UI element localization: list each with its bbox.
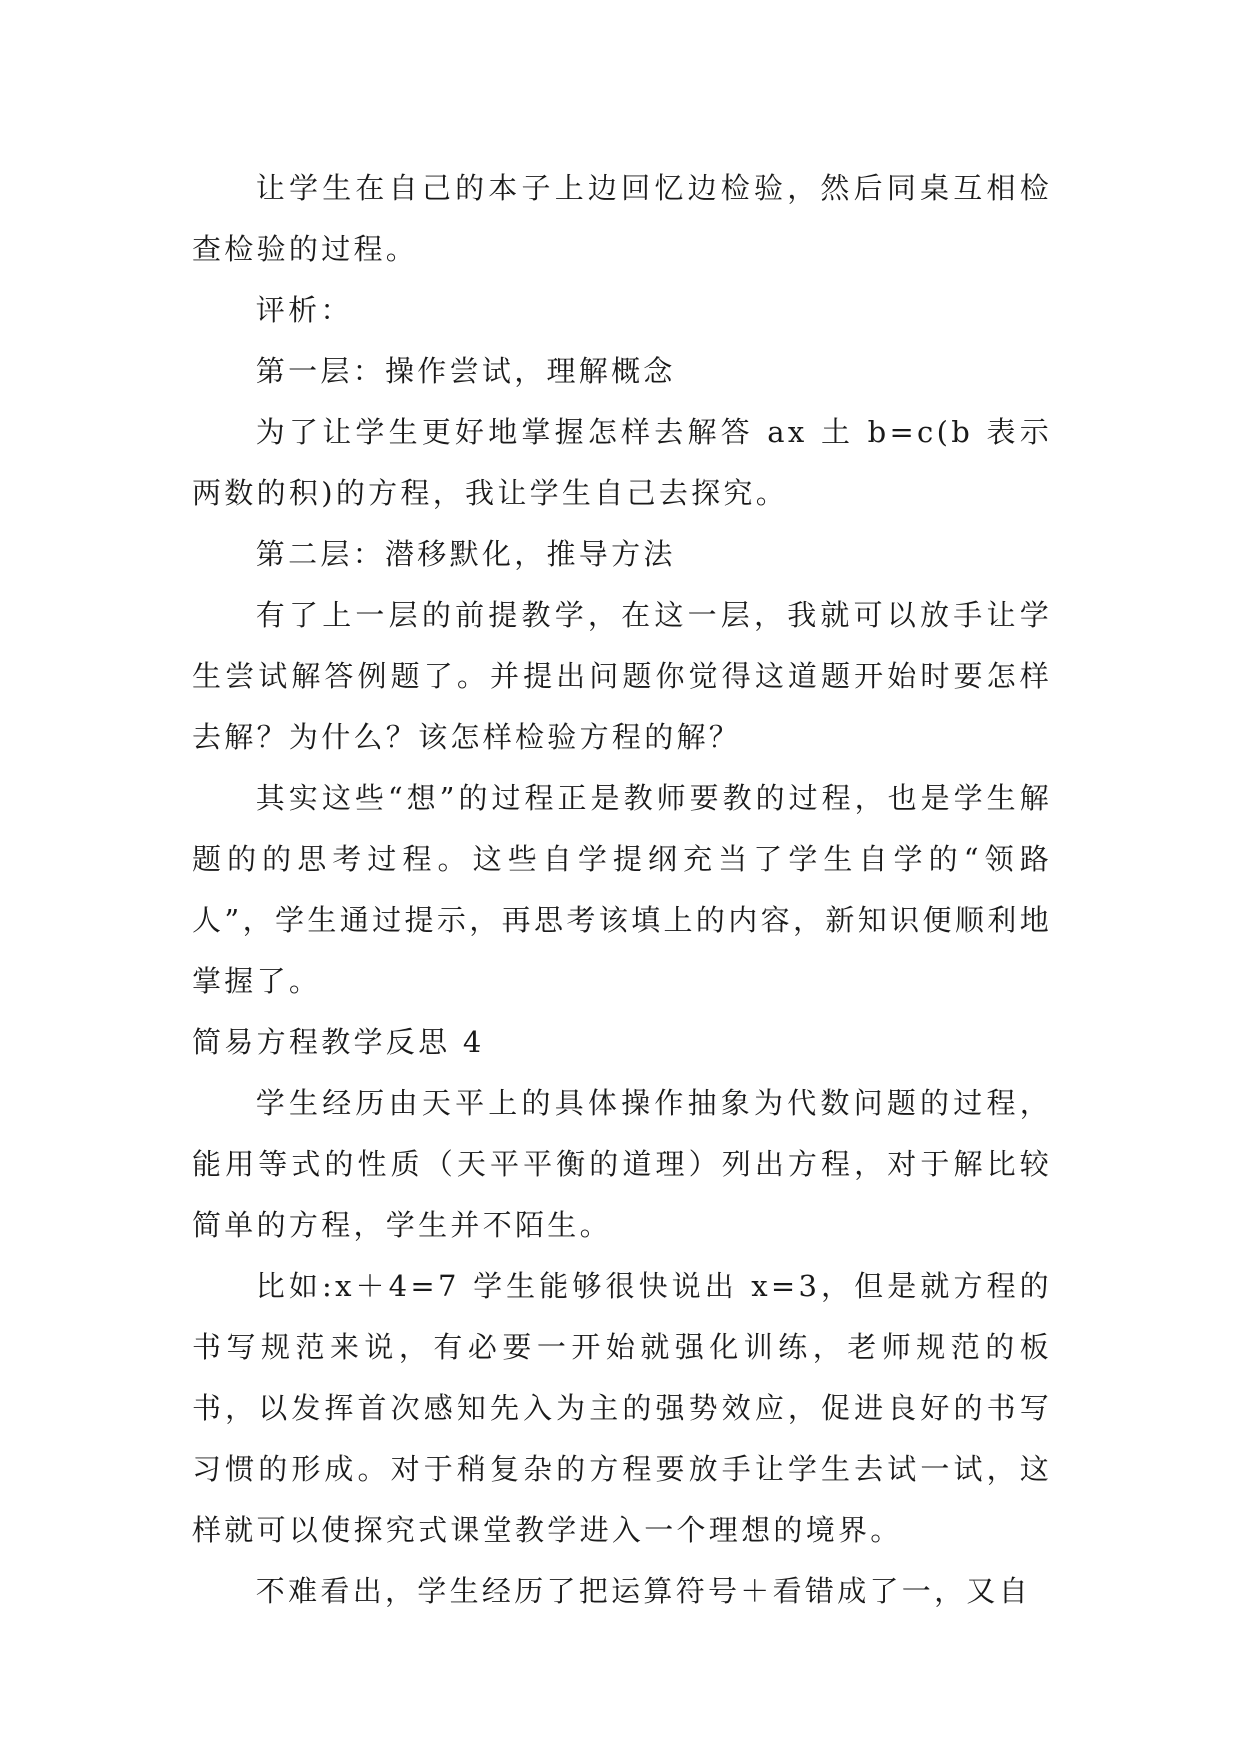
paragraph: 为了让学生更好地掌握怎样去解答 ax 土 b=c(b 表示两数的积)的方程，我让学生自己去探究。 (192, 415, 1052, 510)
document-body (192, 158, 1052, 1622)
paragraph: 评析： (255, 293, 353, 327)
section-subheading: 第一层：操作尝试，理解概念 (255, 354, 676, 388)
section-subheading: 第二层：潜移默化，推导方法 (255, 537, 676, 571)
paragraph: 让学生在自己的本子上边回忆边检验，然后同桌互相检查检验的过程。 (192, 171, 1052, 266)
paragraph: 比如:x＋4=7 学生能够很快说出 x=3，但是就方程的书写规范来说，有必要一开始就强化训练，老师规范的板书，以发挥首次感知先入为主的强势效应，促进良好的书写习惯的形成。对于稍复杂的方程要放手让学生去试一试，这样就可以使探究式课堂教学进入一个理想的境界。 (192, 1269, 1052, 1547)
paragraph: 学生经历由天平上的具体操作抽象为代数问题的过程，能用等式的性质（天平平衡的道理）列出方程，对于解比较简单的方程，学生并不陌生。 (192, 1086, 1052, 1242)
section-title: 简易方程教学反思 4 (192, 1025, 485, 1059)
paragraph: 不难看出，学生经历了把运算符号＋看错成了一，又自 (255, 1574, 1031, 1608)
paragraph: 有了上一层的前提教学，在这一层，我就可以放手让学生尝试解答例题了。并提出问题你觉得这道题开始时要怎样去解？为什么？该怎样检验方程的解？ (192, 598, 1052, 754)
paragraph: 其实这些“想”的过程正是教师要教的过程，也是学生解题的的思考过程。这些自学提纲充当了学生自学的“领路人”，学生通过提示，再思考该填上的内容，新知识便顺利地掌握了。 (192, 781, 1052, 998)
